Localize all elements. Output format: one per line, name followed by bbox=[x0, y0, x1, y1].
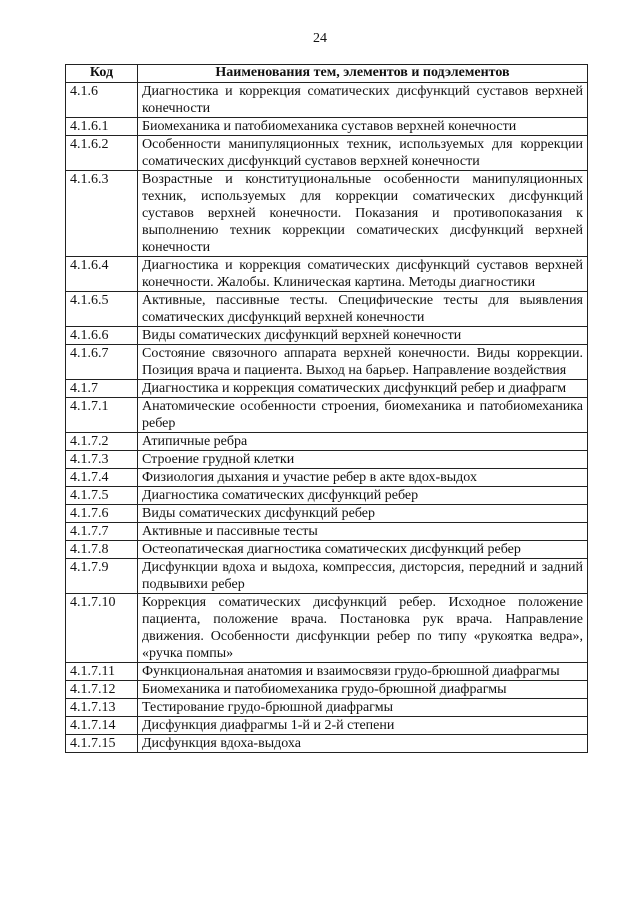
row-name: Возрастные и конституциональные особенности манипуляционных техник, используемых для коррекции соматических дисфункций суставов верхней конечности. Показания и противопоказания к выполнению техник коррекции соматических дисфункций верхней конечности bbox=[138, 171, 588, 257]
header-code: Код bbox=[66, 65, 138, 83]
row-code: 4.1.7.7 bbox=[66, 523, 138, 541]
row-name: Функциональная анатомия и взаимосвязи грудо-брюшной диафрагмы bbox=[138, 663, 588, 681]
row-code: 4.1.7.2 bbox=[66, 433, 138, 451]
row-name: Биомеханика и патобиомеханика грудо-брюшной диафрагмы bbox=[138, 681, 588, 699]
row-name: Атипичные ребра bbox=[138, 433, 588, 451]
table-row bbox=[66, 380, 588, 398]
table-row bbox=[66, 699, 588, 717]
row-code: 4.1.6.7 bbox=[66, 345, 138, 380]
row-name: Диагностика и коррекция соматических дисфункций суставов верхней конечности. Жалобы. Клиническая картина. Методы диагностики bbox=[138, 257, 588, 292]
table-row bbox=[66, 487, 588, 505]
row-code: 4.1.7.11 bbox=[66, 663, 138, 681]
row-name: Анатомические особенности строения, биомеханика и патобиомеханика ребер bbox=[138, 398, 588, 433]
row-name: Активные и пассивные тесты bbox=[138, 523, 588, 541]
row-name: Виды соматических дисфункций верхней конечности bbox=[138, 327, 588, 345]
row-code: 4.1.7.12 bbox=[66, 681, 138, 699]
row-name: Дисфункция диафрагмы 1-й и 2-й степени bbox=[138, 717, 588, 735]
row-code: 4.1.6.6 bbox=[66, 327, 138, 345]
row-code: 4.1.7.5 bbox=[66, 487, 138, 505]
table-row bbox=[66, 735, 588, 753]
table-row bbox=[66, 681, 588, 699]
table-row bbox=[66, 541, 588, 559]
table-row bbox=[66, 523, 588, 541]
table-body bbox=[66, 83, 588, 753]
header-name: Наименования тем, элементов и подэлементов bbox=[138, 65, 588, 83]
row-name: Диагностика и коррекция соматических дисфункций суставов верхней конечности bbox=[138, 83, 588, 118]
row-code: 4.1.7.4 bbox=[66, 469, 138, 487]
row-code: 4.1.7 bbox=[66, 380, 138, 398]
row-code: 4.1.6.4 bbox=[66, 257, 138, 292]
row-name: Коррекция соматических дисфункций ребер. Исходное положение пациента, положение врача. Постановка рук врача. Направление движения. Особенности дисфункции ребер по типу «рукоятка ведра», «ручка помпы» bbox=[138, 594, 588, 663]
row-code: 4.1.7.13 bbox=[66, 699, 138, 717]
row-code: 4.1.7.6 bbox=[66, 505, 138, 523]
table-row bbox=[66, 118, 588, 136]
row-name: Активные, пассивные тесты. Специфические тесты для выявления соматических дисфункций верхней конечности bbox=[138, 292, 588, 327]
table-row bbox=[66, 505, 588, 523]
table-row bbox=[66, 433, 588, 451]
row-name: Особенности манипуляционных техник, используемых для коррекции соматических дисфункций суставов верхней конечности bbox=[138, 136, 588, 171]
table-row bbox=[66, 83, 588, 118]
table-row bbox=[66, 327, 588, 345]
table-row bbox=[66, 594, 588, 663]
row-code: 4.1.7.9 bbox=[66, 559, 138, 594]
row-name: Состояние связочного аппарата верхней конечности. Виды коррекции. Позиция врача и пациента. Выход на барьер. Направление воздействия bbox=[138, 345, 588, 380]
row-code: 4.1.7.15 bbox=[66, 735, 138, 753]
table-header-row bbox=[66, 65, 588, 83]
table-row bbox=[66, 469, 588, 487]
row-name: Биомеханика и патобиомеханика суставов верхней конечности bbox=[138, 118, 588, 136]
row-code: 4.1.7.3 bbox=[66, 451, 138, 469]
row-name: Строение грудной клетки bbox=[138, 451, 588, 469]
table-row bbox=[66, 717, 588, 735]
table-row bbox=[66, 292, 588, 327]
row-code: 4.1.7.14 bbox=[66, 717, 138, 735]
row-code: 4.1.7.10 bbox=[66, 594, 138, 663]
row-name: Дисфункции вдоха и выдоха, компрессия, дисторсия, передний и задний подвывихи ребер bbox=[138, 559, 588, 594]
table-row bbox=[66, 663, 588, 681]
table-row bbox=[66, 257, 588, 292]
table-row bbox=[66, 171, 588, 257]
row-name: Дисфункция вдоха-выдоха bbox=[138, 735, 588, 753]
row-code: 4.1.6.3 bbox=[66, 171, 138, 257]
row-code: 4.1.6.2 bbox=[66, 136, 138, 171]
row-code: 4.1.7.8 bbox=[66, 541, 138, 559]
row-name: Физиология дыхания и участие ребер в акте вдох-выдох bbox=[138, 469, 588, 487]
table-row bbox=[66, 136, 588, 171]
table-row bbox=[66, 559, 588, 594]
row-code: 4.1.7.1 bbox=[66, 398, 138, 433]
row-name: Виды соматических дисфункций ребер bbox=[138, 505, 588, 523]
row-name: Остеопатическая диагностика соматических дисфункций ребер bbox=[138, 541, 588, 559]
row-name: Диагностика соматических дисфункций ребер bbox=[138, 487, 588, 505]
row-code: 4.1.6.1 bbox=[66, 118, 138, 136]
row-name: Диагностика и коррекция соматических дисфункций ребер и диафрагм bbox=[138, 380, 588, 398]
row-name: Тестирование грудо-брюшной диафрагмы bbox=[138, 699, 588, 717]
table-row bbox=[66, 398, 588, 433]
row-code: 4.1.6 bbox=[66, 83, 138, 118]
topics-table bbox=[65, 64, 588, 753]
table-row bbox=[66, 345, 588, 380]
page-number: 24 bbox=[313, 31, 327, 46]
table-row bbox=[66, 451, 588, 469]
row-code: 4.1.6.5 bbox=[66, 292, 138, 327]
